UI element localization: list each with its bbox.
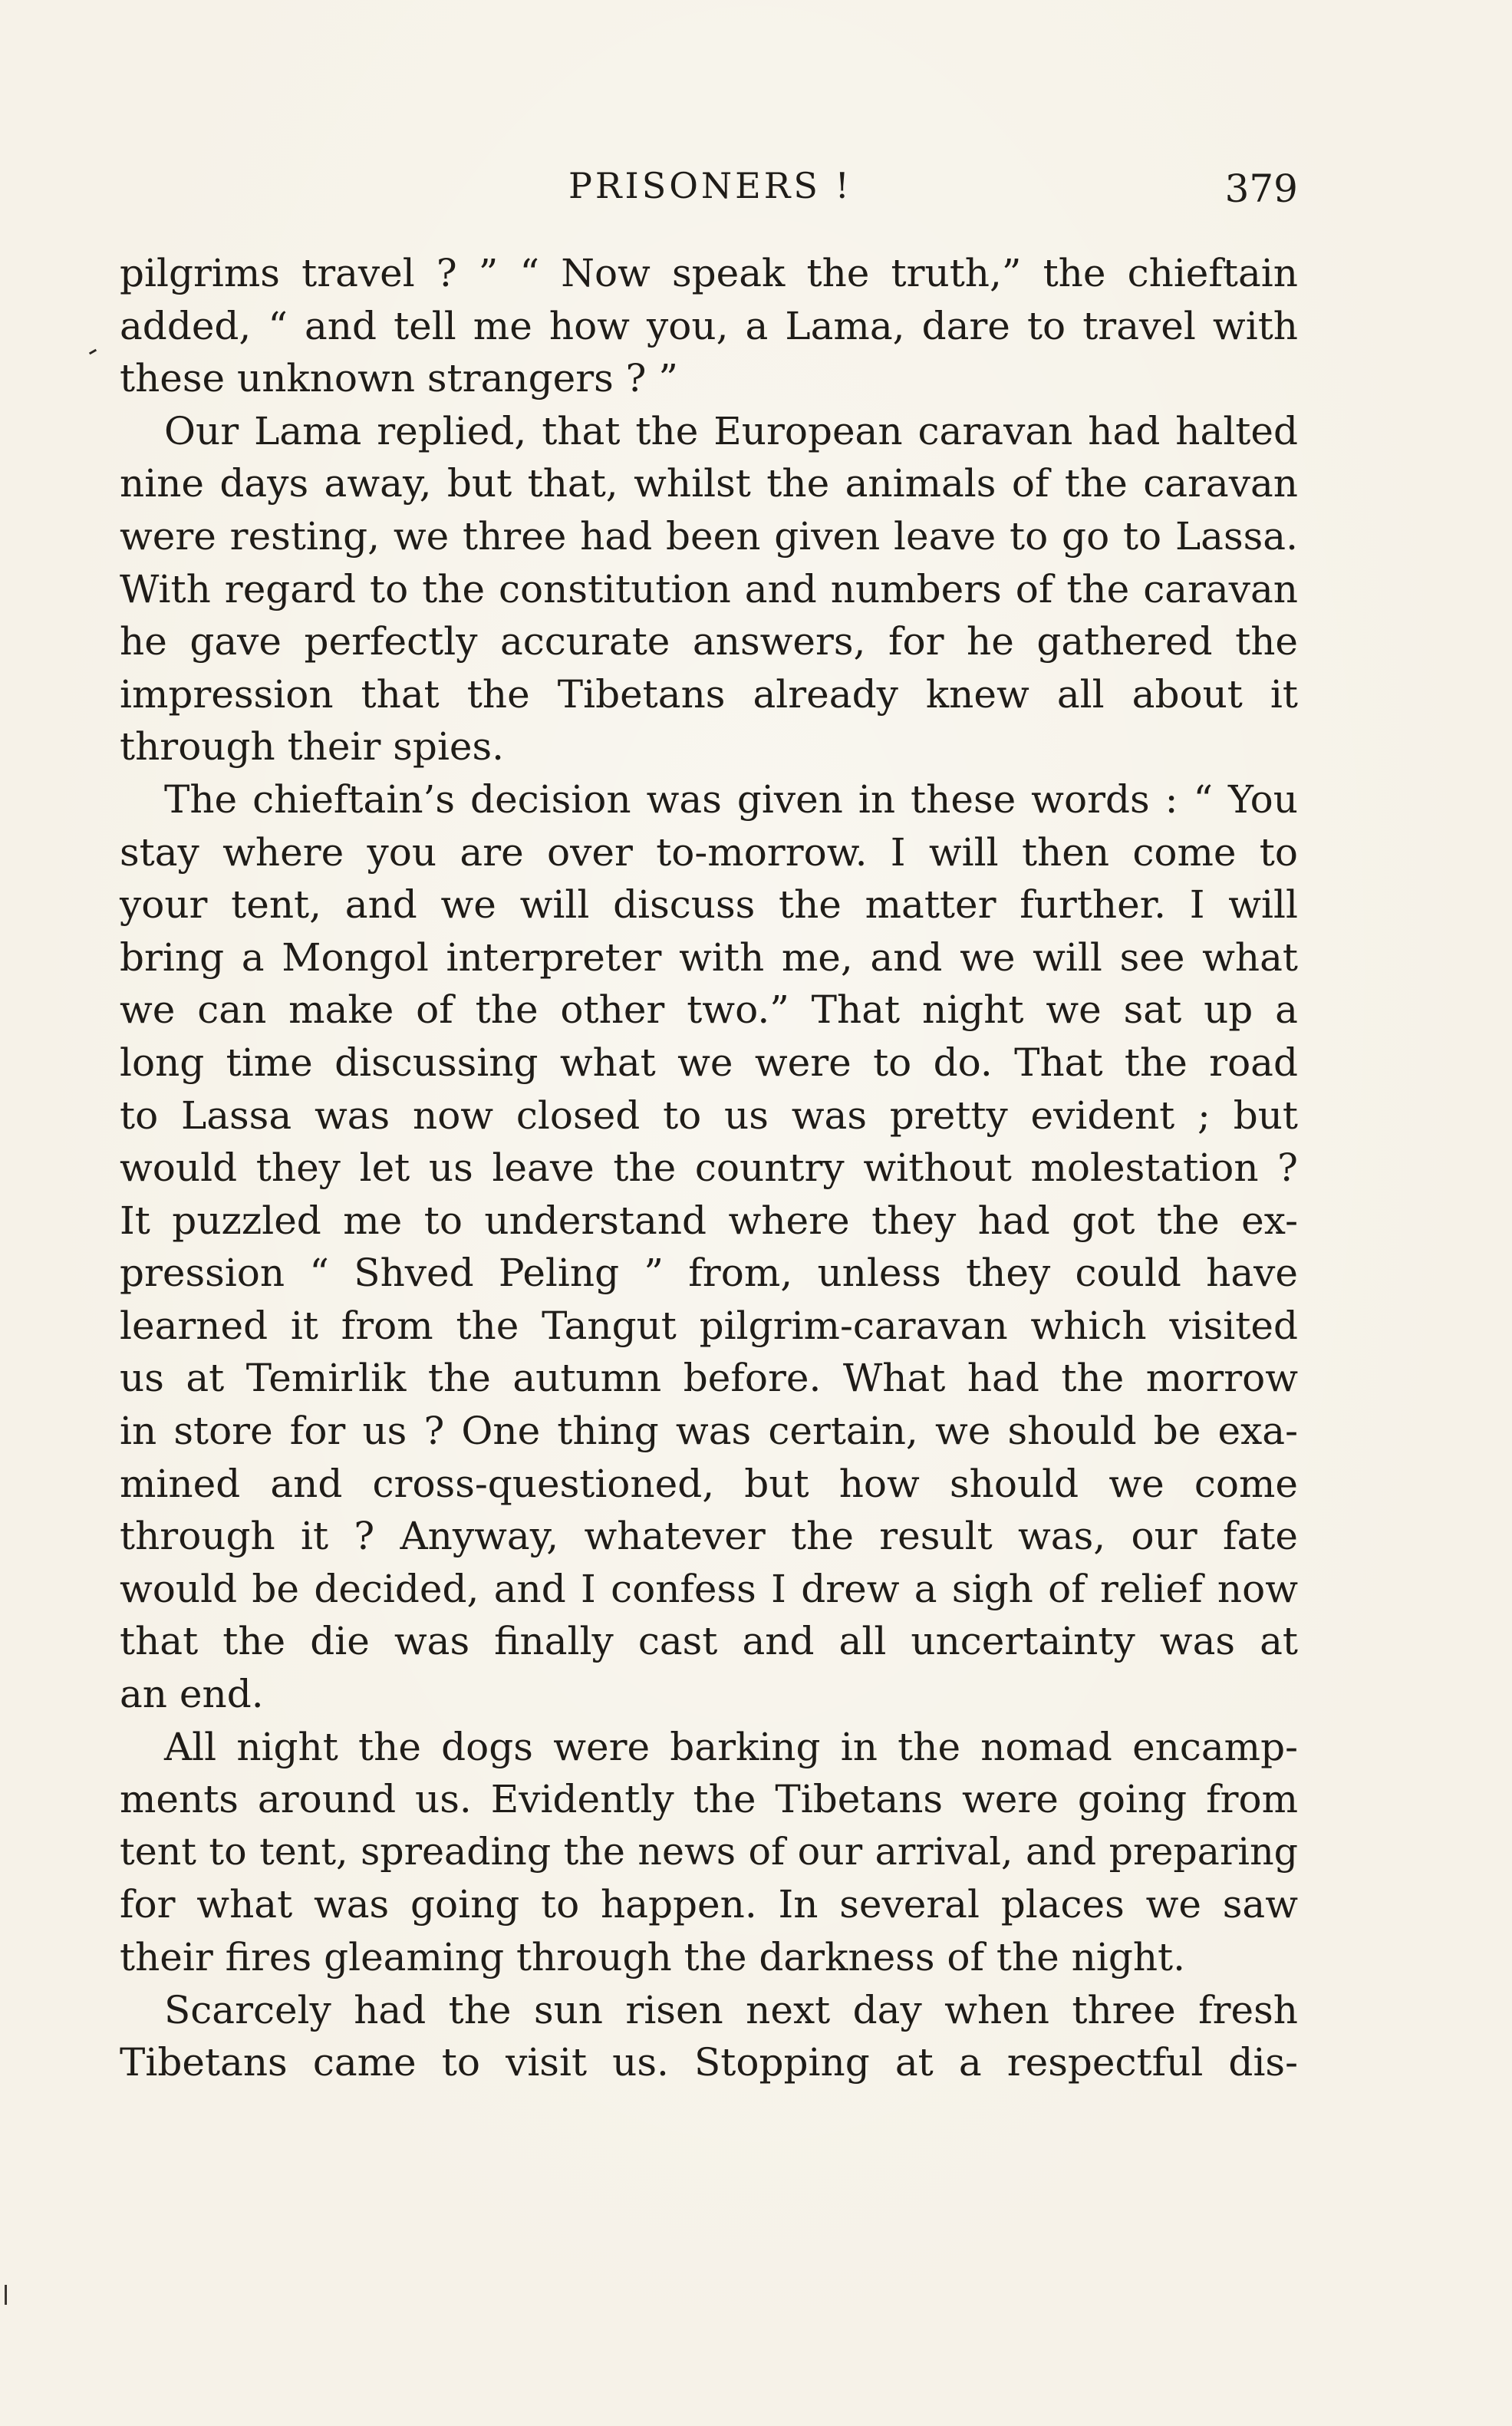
text-line: your tent, and we will discuss the matter further. I will — [120, 882, 1298, 928]
running-title: PRISONERS ! — [568, 165, 853, 206]
text-line: these unknown strangers ? ” — [120, 356, 678, 401]
text-line: bring a Mongol interpreter with me, and we will see what — [120, 934, 1298, 980]
page-number: 379 — [1224, 166, 1298, 211]
text-line: With regard to the constitution and numbers of the caravan — [120, 566, 1298, 611]
margin-mark — [89, 349, 97, 355]
paragraph — [120, 1721, 1298, 1984]
text-line — [120, 773, 1298, 826]
paragraph — [120, 247, 1298, 405]
text-line: stay where you are over to-morrow. I will then come to — [120, 829, 1298, 875]
text-line: impression that the Tibetans already knew all about it — [120, 671, 1298, 717]
text-line: that the die was finally cast and all uncertainty was at — [120, 1619, 1298, 1664]
text-line: nine days away, but that, whilst the animals of the caravan — [120, 461, 1298, 506]
text-line: for what was going to happen. In several places we saw — [120, 1882, 1298, 1927]
body-text — [120, 247, 1298, 2089]
text-line: ments around us. Evidently the Tibetans were going from — [120, 1777, 1298, 1822]
text-line: an end. — [120, 1672, 264, 1717]
text-line: learned it from the Tangut pilgrim-caravan which visited — [120, 1303, 1298, 1348]
text-line: Tibetans came to visit us. Stopping at a respectful dis- — [120, 2040, 1298, 2085]
text-line-content: The chieftain’s decision was given in these words : “ You — [164, 776, 1298, 822]
text-line: would they let us leave the country without molestation ? — [120, 1145, 1298, 1191]
text-line-content: Scarcely had the sun risen next day when three fresh — [164, 1987, 1298, 2032]
text-line: It puzzled me to understand where they had got the ex- — [120, 1198, 1298, 1243]
text-line: through their spies. — [120, 724, 505, 770]
text-line: mined and cross-questioned, but how should we come — [120, 1461, 1298, 1506]
text-line: added, “ and tell me how you, a Lama, dare to travel with — [120, 303, 1298, 348]
paragraph — [120, 405, 1298, 773]
text-line: would be decided, and I confess I drew a sigh of relief now — [120, 1566, 1298, 1611]
margin-speck — [5, 2285, 7, 2305]
text-line: to Lassa was now closed to us was pretty evident ; but — [120, 1093, 1298, 1138]
text-line — [120, 1721, 1298, 1774]
text-line: pilgrims travel ? ” “ Now speak the truth,” the chieftain — [120, 251, 1298, 295]
text-line: pression “ Shved Peling ” from, unless they could have — [120, 1251, 1298, 1296]
text-line: long time discussing what we were to do. That the road — [120, 1040, 1298, 1085]
text-line: tent to tent, spreading the news of our arrival, and preparing — [120, 1829, 1298, 1874]
text-line: through it ? Anyway, whatever the result was, our fate — [120, 1514, 1298, 1559]
text-line — [120, 405, 1298, 458]
text-line: he gave perfectly accurate answers, for he gathered the — [120, 619, 1298, 664]
text-line: their fires gleaming through the darkness of the night. — [120, 1935, 1186, 1979]
text-line: us at Temirlik the autumn before. What had the morrow — [120, 1356, 1298, 1401]
text-line-content: All night the dogs were barking in the nomad encamp- — [164, 1724, 1298, 1769]
paragraph — [120, 773, 1298, 1721]
paragraph — [120, 1984, 1298, 2089]
running-head — [123, 163, 1298, 209]
text-line: in store for us ? One thing was certain, we should be exa- — [120, 1409, 1298, 1454]
text-line-content: Our Lama replied, that the European caravan had halted — [164, 408, 1298, 453]
text-line: were resting, we three had been given leave to go to Lassa. — [120, 513, 1298, 559]
text-line — [120, 1984, 1298, 2037]
text-line: we can make of the other two.” That night we sat up a — [120, 987, 1298, 1033]
